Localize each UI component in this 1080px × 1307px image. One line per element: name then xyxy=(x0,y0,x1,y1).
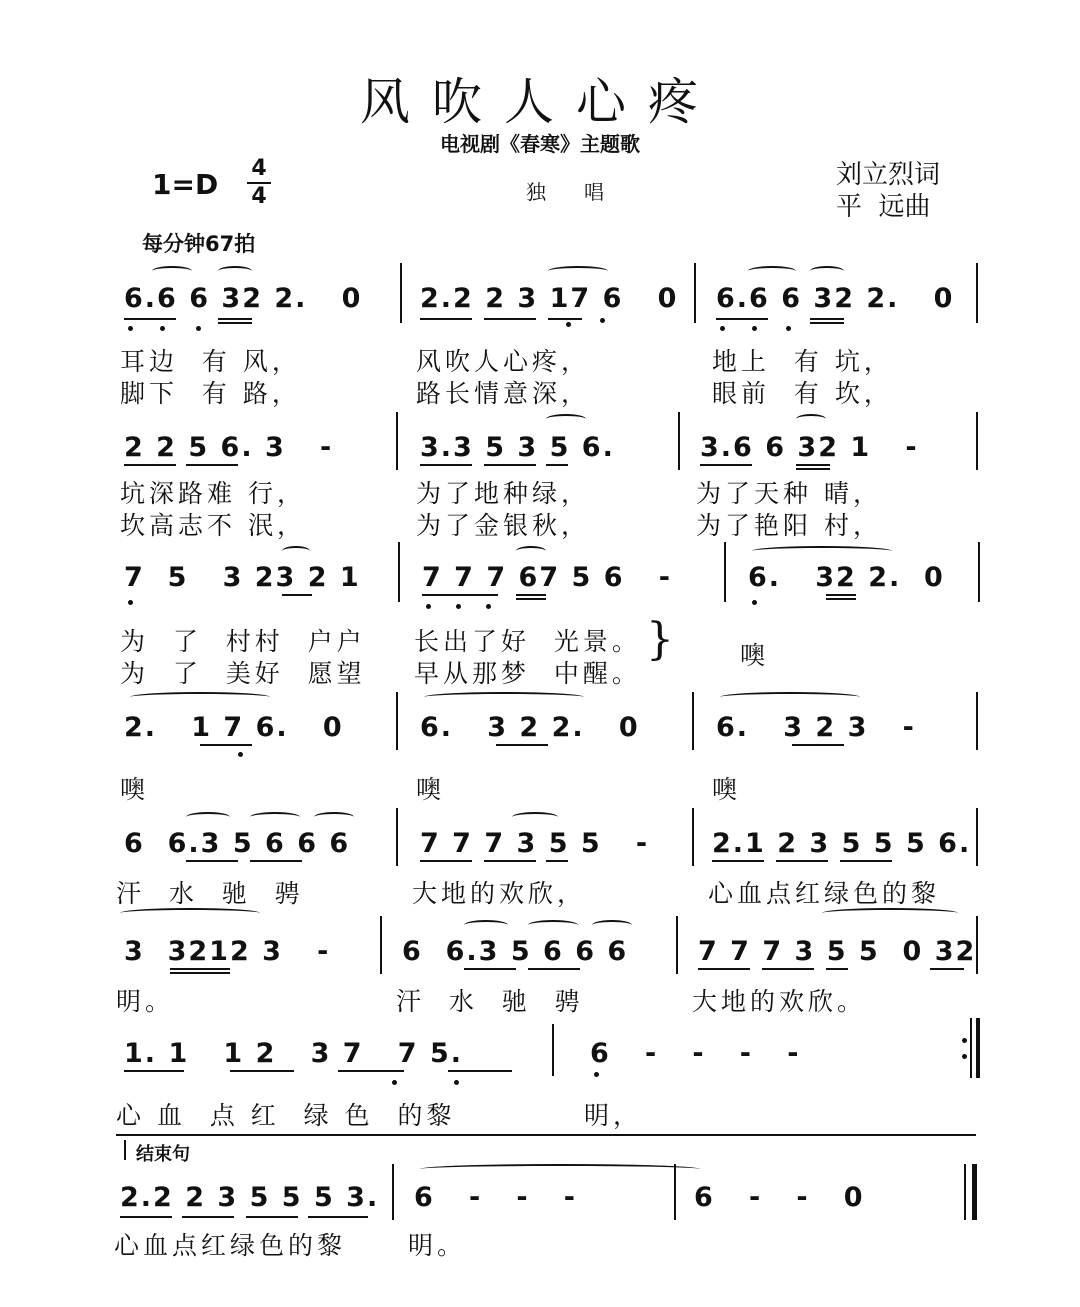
bar-line xyxy=(976,692,978,750)
underline xyxy=(484,318,536,320)
lyric-line-1: 为 了 村村 户户 xyxy=(120,627,366,656)
slur xyxy=(152,266,192,276)
underline xyxy=(308,1216,368,1218)
underline xyxy=(250,860,302,862)
underline xyxy=(218,318,252,320)
measure-notes: 6 - - - xyxy=(414,1182,578,1213)
slur xyxy=(822,908,958,918)
lyric-line-1: 心血点红绿色的黎 xyxy=(114,1231,347,1260)
underline xyxy=(930,968,964,970)
slur xyxy=(810,266,844,276)
bar-line xyxy=(976,263,978,323)
measure-notes: 3.3 5 3 5 6. xyxy=(420,432,615,463)
bar-line xyxy=(396,692,398,750)
lyric-line-1: 为了地种绿， xyxy=(416,479,591,508)
lyric-line-1: 汗 水 驰 骋 xyxy=(116,879,304,908)
time-signature-top: 4 xyxy=(251,156,267,181)
bar-line xyxy=(976,412,978,470)
underline xyxy=(840,860,892,862)
slur xyxy=(516,546,546,556)
measure-notes: 7 5 3 23 2 1 xyxy=(124,562,361,593)
lyric-line-1: 长出了好 光景。 xyxy=(414,627,641,656)
underline xyxy=(484,860,536,862)
low-octave-dot xyxy=(594,1072,599,1077)
low-octave-dot xyxy=(720,326,725,331)
lyric-line-2: 早从那梦 中醒。 xyxy=(414,659,641,688)
underline xyxy=(124,464,176,466)
low-octave-dot xyxy=(454,1080,459,1085)
underline xyxy=(796,468,830,470)
measure-notes: 6. 3 2 2. 0 xyxy=(420,712,640,743)
performance-mode: 独唱 xyxy=(526,180,642,204)
low-octave-dot xyxy=(160,326,165,331)
bar-line xyxy=(678,412,680,470)
underline xyxy=(792,744,844,746)
lyric-line-1: 明。 xyxy=(408,1231,467,1260)
composer-credit: 平 远曲 xyxy=(836,192,931,222)
bar-line xyxy=(976,808,978,866)
bar-line xyxy=(552,1024,554,1076)
song-subtitle: 电视剧《春寒》主题歌 xyxy=(440,132,640,156)
bar-line xyxy=(398,542,400,602)
underline xyxy=(420,860,472,862)
bar-line xyxy=(396,808,398,866)
slur xyxy=(528,920,578,930)
oh-interjection: 噢 xyxy=(740,641,770,670)
slur xyxy=(720,692,860,702)
measure-notes: 6 - - - - xyxy=(590,1038,801,1069)
lyric-line-1: 汗 水 驰 骋 xyxy=(396,987,584,1016)
lyric-line-1: 坑深路难 行， xyxy=(120,479,306,508)
underline xyxy=(186,860,238,862)
underline xyxy=(484,464,536,466)
low-octave-dot xyxy=(752,600,757,605)
slur xyxy=(464,920,508,930)
slur xyxy=(796,414,826,424)
measure-notes: 2.2 2 3 17 6 0 xyxy=(420,283,679,314)
low-octave-dot xyxy=(128,600,133,605)
underline xyxy=(826,598,856,600)
bar-line xyxy=(692,692,694,750)
underline xyxy=(712,860,764,862)
low-octave-dot xyxy=(486,604,491,609)
low-octave-dot xyxy=(238,752,243,757)
tie xyxy=(420,1164,700,1174)
slur xyxy=(548,266,608,276)
measure-notes: 6 - - 0 xyxy=(694,1182,865,1213)
measure-notes: 6 6.3 5 6 6 6 xyxy=(402,936,629,967)
lyric-line-2: 眼前 有 坎， xyxy=(712,379,893,408)
slur xyxy=(130,692,270,702)
measure-notes: 2.2 2 3 5 5 5 3. xyxy=(120,1182,380,1213)
lyric-line-1: 噢 xyxy=(120,775,150,804)
lyric-line-2: 为了金银秋， xyxy=(416,511,591,540)
underline xyxy=(124,1070,184,1072)
ending-bracket-line xyxy=(116,1134,976,1136)
lyric-line-1: 心 血 点 红 绿 色 的黎 xyxy=(116,1101,456,1130)
lyric-line-1: 噢 xyxy=(416,775,446,804)
lyric-line-1: 风吹人心疼， xyxy=(416,347,591,376)
lyric-line-2: 脚下 有 路， xyxy=(120,379,301,408)
low-octave-dot xyxy=(600,318,605,323)
song-title: 风吹人心疼 xyxy=(360,73,720,131)
underline xyxy=(170,968,230,970)
ending-label: 结束句 xyxy=(136,1144,190,1165)
slur xyxy=(748,266,796,276)
measure-notes: 2. 1 7 6. 0 xyxy=(124,712,344,743)
underline xyxy=(170,972,230,974)
measure-notes: 7 7 7 3 5 5 - xyxy=(420,828,650,859)
slur xyxy=(546,414,586,424)
measure-notes: 3 3212 3 - xyxy=(124,936,331,967)
underline xyxy=(698,968,750,970)
repeat-bar-thin xyxy=(970,1018,972,1078)
measure-notes: 6. 3 2 3 - xyxy=(716,712,916,743)
bar-line xyxy=(724,542,726,602)
measure-notes: 3.6 6 32 1 - xyxy=(700,432,919,463)
underline xyxy=(246,1216,298,1218)
bar-line xyxy=(396,412,398,470)
underline xyxy=(762,968,814,970)
underline xyxy=(546,464,568,466)
underline xyxy=(200,744,252,746)
bar-line xyxy=(676,916,678,974)
bar-line xyxy=(692,808,694,866)
underline xyxy=(124,318,176,320)
repeat-dot xyxy=(962,1038,967,1043)
final-bar-thin xyxy=(964,1164,966,1220)
underline xyxy=(420,318,472,320)
underline xyxy=(776,860,828,862)
underline xyxy=(516,598,546,600)
slur xyxy=(282,546,310,556)
lyric-line-1: 大地的欢欣， xyxy=(412,879,587,908)
slur xyxy=(752,546,892,556)
underline xyxy=(810,318,844,320)
underline xyxy=(120,1216,172,1218)
bar-line xyxy=(978,542,980,602)
underline xyxy=(496,744,548,746)
repeat-bar-thick xyxy=(976,1018,980,1078)
underline xyxy=(282,594,312,596)
lyric-line-2: 坎高志不 泯， xyxy=(120,511,306,540)
underline xyxy=(810,322,844,324)
low-octave-dot xyxy=(196,326,201,331)
final-bar-thick xyxy=(972,1164,977,1220)
low-octave-dot xyxy=(392,1080,397,1085)
underline xyxy=(448,1070,512,1072)
measure-notes: 6. 32 2. 0 xyxy=(748,562,945,593)
slur xyxy=(250,812,300,822)
underline xyxy=(516,594,546,596)
lyric-line-2: 路长情意深， xyxy=(416,379,591,408)
lyric-line-1: 为了天种 晴， xyxy=(696,479,882,508)
lyric-line-2: 为了艳阳 村， xyxy=(696,511,882,540)
right-brace: } xyxy=(646,614,674,665)
slur xyxy=(512,812,558,822)
measure-notes: 2.1 2 3 5 5 5 6. xyxy=(712,828,972,859)
slur xyxy=(424,692,584,702)
low-octave-dot xyxy=(456,604,461,609)
low-octave-dot xyxy=(128,326,133,331)
underline xyxy=(230,1070,294,1072)
slur xyxy=(314,812,354,822)
underline xyxy=(716,318,768,320)
lyric-line-2: 为 了 美好 愿望 xyxy=(120,659,366,688)
bar-line xyxy=(694,263,696,323)
bar-line xyxy=(392,1164,394,1220)
low-octave-dot xyxy=(426,604,431,609)
lyric-line-1: 明， xyxy=(584,1101,643,1130)
repeat-dot xyxy=(962,1054,967,1059)
measure-notes: 6.6 6 32 2. 0 xyxy=(124,283,363,314)
lyric-line-1: 耳边 有 风， xyxy=(120,347,301,376)
slur xyxy=(218,266,252,276)
measure-notes: 7 7 7 67 5 6 - xyxy=(422,562,672,593)
slur xyxy=(120,908,260,918)
slur xyxy=(186,812,230,822)
underline xyxy=(796,464,830,466)
underline xyxy=(422,594,498,596)
measure-notes: 7 7 7 3 5 5 0 32 xyxy=(698,936,977,967)
measure-notes: 1. 1 1 2 3 7 7 5. xyxy=(124,1038,464,1069)
lyric-line-1: 噢 xyxy=(712,775,742,804)
ending-bracket-tick xyxy=(124,1140,126,1160)
underline xyxy=(420,464,472,466)
bar-line xyxy=(380,916,382,974)
underline xyxy=(182,1216,234,1218)
underline xyxy=(464,968,516,970)
bar-line xyxy=(400,263,402,323)
measure-notes: 6.6 6 32 2. 0 xyxy=(716,283,955,314)
underline xyxy=(546,860,568,862)
key-signature: 1=D xyxy=(152,168,219,201)
low-octave-dot xyxy=(566,322,571,327)
underline xyxy=(338,1070,404,1072)
time-signature-bottom: 4 xyxy=(251,184,267,209)
underline xyxy=(700,464,752,466)
lyric-line-1: 大地的欢欣。 xyxy=(692,987,867,1016)
slur xyxy=(592,920,632,930)
underline xyxy=(826,594,856,596)
low-octave-dot xyxy=(752,326,757,331)
underline xyxy=(528,968,580,970)
lyricist-credit: 刘立烈词 xyxy=(836,160,941,190)
lyric-line-1: 地上 有 坑， xyxy=(712,347,893,376)
underline xyxy=(826,968,848,970)
tempo-marking: 每分钟67拍 xyxy=(142,232,256,256)
underline xyxy=(186,464,238,466)
underline xyxy=(218,322,252,324)
measure-notes: 2 2 5 6. 3 - xyxy=(124,432,334,463)
measure-notes: 6 6.3 5 6 6 6 xyxy=(124,828,351,859)
lyric-line-1: 心血点红绿色的黎 xyxy=(708,879,941,908)
underline xyxy=(548,318,582,320)
lyric-line-1: 明。 xyxy=(116,987,175,1016)
low-octave-dot xyxy=(786,326,791,331)
bar-line xyxy=(976,916,978,974)
